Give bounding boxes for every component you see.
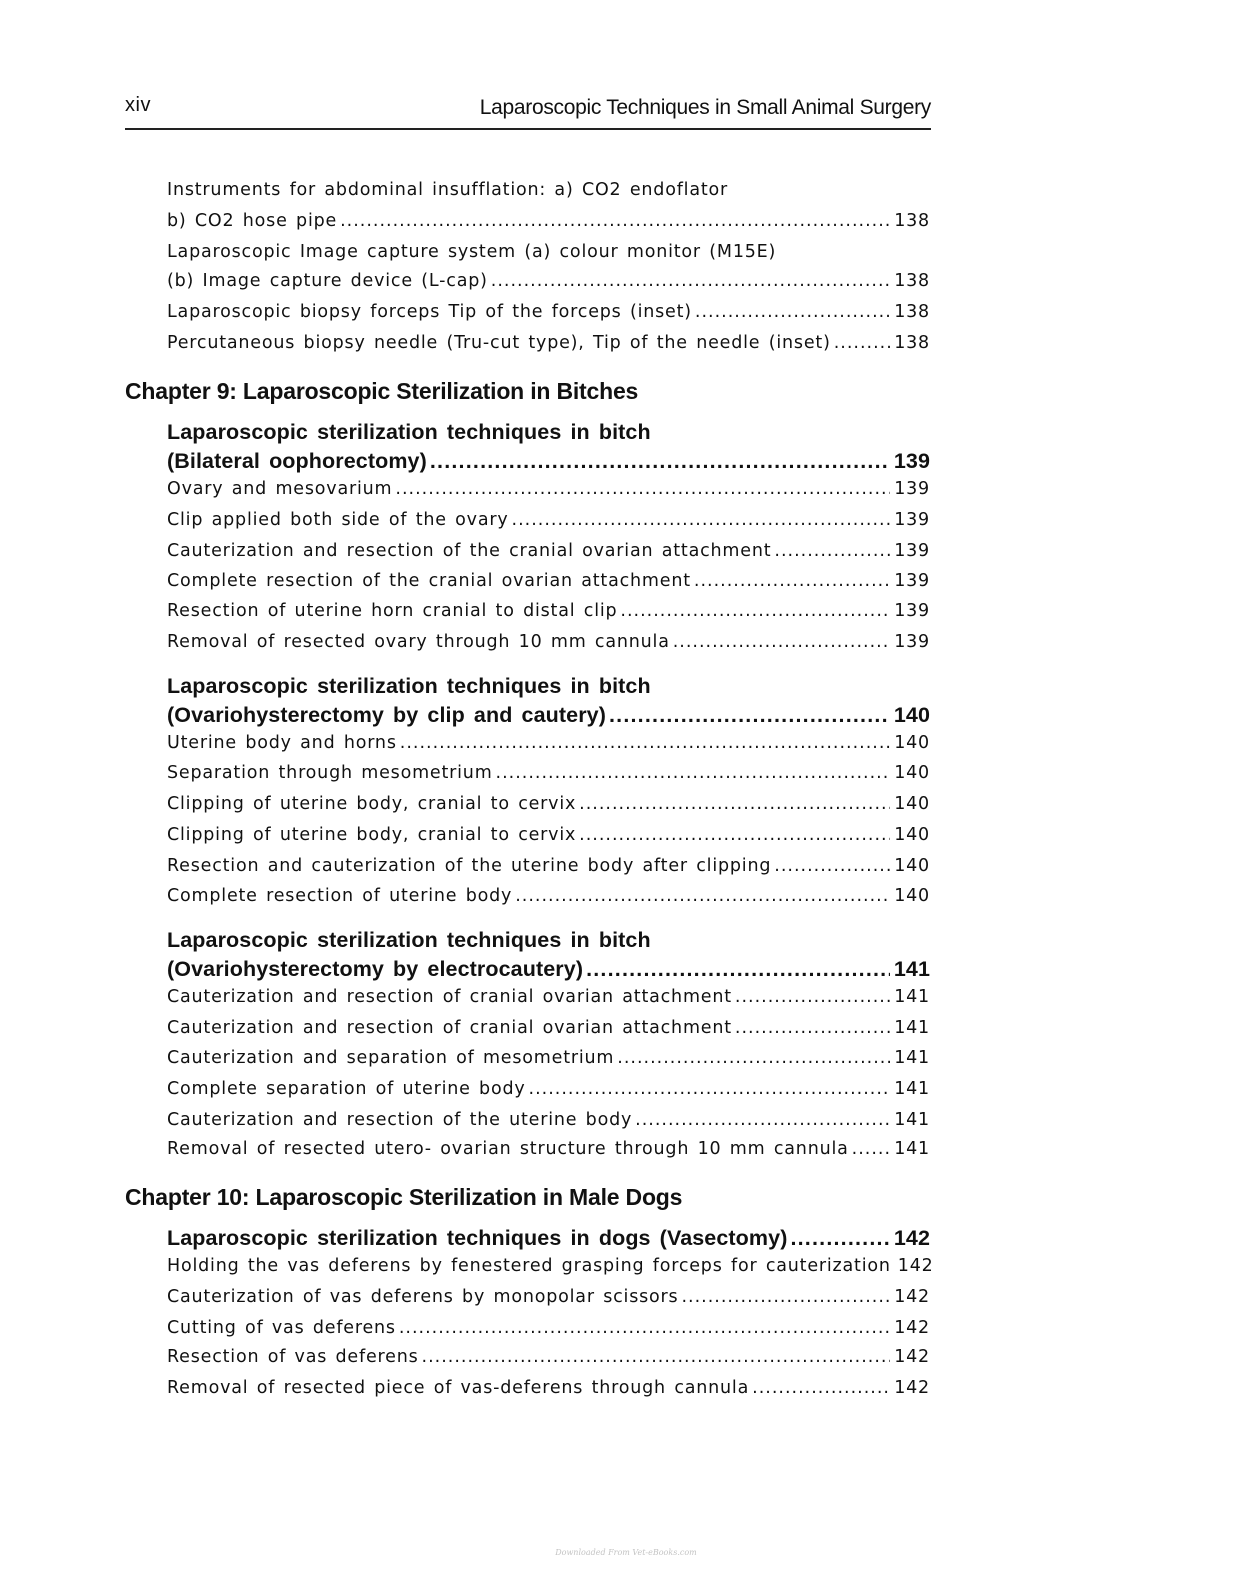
toc-item — [167, 1318, 930, 1338]
toc-item — [167, 1079, 930, 1099]
toc-item-page: 142 — [894, 1378, 930, 1398]
toc-item-label: (b) Image capture device (L-cap) — [167, 271, 488, 291]
toc-item — [167, 479, 930, 499]
dot-leader — [496, 763, 891, 783]
toc-item — [167, 1378, 930, 1398]
toc-item — [167, 510, 930, 530]
dot-leader — [515, 886, 890, 906]
toc-item-page: 141 — [894, 1110, 930, 1130]
toc-item-page: 139 — [894, 571, 930, 591]
dot-leader — [586, 957, 890, 982]
toc-item-page: 140 — [894, 856, 930, 876]
toc-item-label: Complete resection of the cranial ovarian attachment — [167, 571, 691, 591]
dot-leader — [340, 211, 890, 231]
toc-item — [167, 1256, 934, 1276]
section-heading — [167, 1226, 930, 1251]
toc-item — [167, 1110, 930, 1130]
dot-leader — [752, 1378, 890, 1398]
toc-item-page: 142 — [894, 1347, 930, 1367]
dot-leader — [774, 856, 890, 876]
toc-item-page: 141 — [894, 1139, 930, 1159]
toc-item-line — [167, 180, 728, 200]
toc-item — [167, 571, 930, 591]
dot-leader — [400, 733, 890, 753]
toc-item-page: 139 — [894, 510, 930, 530]
toc-item-label: Instruments for abdominal insufflation: a) CO2 endoflator — [167, 180, 729, 200]
toc-item-label: Percutaneous biopsy needle (Tru-cut type), Tip of the needle (inset) — [167, 333, 831, 353]
dot-leader — [422, 1347, 891, 1367]
toc-item-page: 140 — [894, 825, 930, 845]
toc-item-page: 140 — [894, 733, 930, 753]
toc-item-label: Cauterization and separation of mesometrium — [167, 1048, 615, 1068]
toc-item-page: 138 — [894, 302, 930, 322]
page-header — [125, 92, 931, 130]
toc-item — [167, 794, 930, 814]
toc-item — [167, 987, 930, 1007]
toc-item-page: 142 — [897, 1256, 934, 1276]
toc-item-page: 139 — [894, 541, 930, 561]
section-heading-label: Laparoscopic sterilization techniques in bitch — [167, 420, 651, 444]
section-heading-label: (Ovariohysterectomy by clip and cautery) — [167, 703, 606, 727]
toc-item-page: 140 — [894, 794, 930, 814]
toc-item-label: Complete resection of uterine body — [167, 886, 513, 906]
toc-item-label: b) CO2 hose pipe — [167, 211, 338, 231]
dot-leader — [617, 1048, 890, 1068]
toc-item-page: 138 — [894, 211, 930, 231]
dot-leader — [579, 825, 890, 845]
toc-item-page: 141 — [894, 1048, 930, 1068]
toc-item — [167, 1347, 930, 1367]
dot-leader — [834, 333, 890, 353]
toc-item-label: Resection and cauterization of the uterine body after clipping — [167, 856, 772, 876]
toc-item — [167, 271, 930, 291]
section-page: 140 — [893, 703, 930, 727]
section-page: 142 — [893, 1226, 930, 1250]
toc-item — [167, 302, 930, 322]
toc-item — [167, 733, 930, 753]
dot-leader — [512, 510, 891, 530]
toc-item — [167, 211, 930, 231]
dot-leader — [395, 479, 890, 499]
toc-item-label: Clipping of uterine body, cranial to cervix — [167, 825, 577, 845]
toc-item-label: Cauterization of vas deferens by monopolar scissors — [167, 1287, 679, 1307]
toc-item-page: 141 — [894, 1018, 930, 1038]
section-heading — [167, 957, 930, 982]
section-heading-label: Laparoscopic sterilization techniques in bitch — [167, 674, 651, 698]
toc-item — [167, 601, 930, 621]
toc-item — [167, 825, 930, 845]
toc-item-page: 139 — [894, 601, 930, 621]
dot-leader — [491, 271, 890, 291]
toc-item-page: 142 — [894, 1287, 930, 1307]
toc-item-label: Separation through mesometrium — [167, 763, 493, 783]
toc-item-page: 141 — [894, 987, 930, 1007]
section-heading — [167, 449, 930, 474]
section-heading — [167, 703, 930, 728]
toc-item-label: Ovary and mesovarium — [167, 479, 393, 499]
dot-leader — [695, 302, 890, 322]
dot-leader — [609, 703, 890, 728]
toc-item-label: Removal of resected piece of vas-deferens through cannula — [167, 1378, 750, 1398]
toc-item — [167, 1018, 930, 1038]
running-title: Laparoscopic Techniques in Small Animal Surgery — [479, 96, 931, 119]
toc-item-label: Uterine body and horns — [167, 733, 397, 753]
chapter-heading: Chapter 9: Laparoscopic Sterilization in Bitches — [125, 378, 639, 404]
toc-item — [167, 1287, 930, 1307]
toc-item-label: Laparoscopic biopsy forceps Tip of the forceps (inset) — [167, 302, 692, 322]
toc-item-page: 140 — [894, 763, 930, 783]
dot-leader — [579, 794, 890, 814]
section-heading-label: Laparoscopic sterilization techniques in dogs (Vasectomy) — [167, 1226, 788, 1250]
dot-leader — [529, 1079, 891, 1099]
dot-leader — [694, 571, 890, 591]
toc-item-page: 140 — [894, 886, 930, 906]
toc-item — [167, 1139, 930, 1159]
toc-item-label: Clipping of uterine body, cranial to cervix — [167, 794, 577, 814]
dot-leader — [774, 541, 890, 561]
toc-item-page: 138 — [894, 271, 930, 291]
toc-item-page: 138 — [894, 333, 930, 353]
dot-leader — [620, 601, 890, 621]
dot-leader — [399, 1318, 890, 1338]
toc-item-label: Removal of resected utero- ovarian structure through 10 mm cannula — [167, 1139, 849, 1159]
toc-item-label: Holding the vas deferens by fenestered grasping forceps for cauterization — [167, 1256, 891, 1276]
dot-leader — [790, 1226, 889, 1251]
toc-item-label: Cauterization and resection of cranial ovarian attachment — [167, 987, 732, 1007]
toc-item — [167, 856, 930, 876]
toc-item-label: Cutting of vas deferens — [167, 1318, 396, 1338]
toc-item-label: Clip applied both side of the ovary — [167, 510, 509, 530]
dot-leader — [635, 1110, 890, 1130]
toc-item — [167, 541, 930, 561]
chapter-heading: Chapter 10: Laparoscopic Sterilization in Male Dogs — [125, 1184, 683, 1210]
toc-item-label: Cauterization and resection of cranial ovarian attachment — [167, 1018, 732, 1038]
download-watermark: Downloaded From Vet-eBooks.com — [555, 1548, 697, 1557]
dot-leader — [681, 1287, 890, 1307]
dot-leader — [735, 1018, 890, 1038]
toc-item-label: Cauterization and resection of the cranial ovarian attachment — [167, 541, 772, 561]
toc-item — [167, 632, 930, 652]
section-heading-label: (Bilateral oophorectomy) — [167, 449, 427, 473]
section-heading-line — [167, 674, 651, 699]
toc-item — [167, 763, 930, 783]
dot-leader — [735, 987, 890, 1007]
toc-item-label: Resection of vas deferens — [167, 1347, 419, 1367]
section-heading-label: Laparoscopic sterilization techniques in bitch — [167, 928, 651, 952]
dot-leader — [673, 632, 890, 652]
toc-item-line — [167, 242, 776, 262]
toc-item — [167, 333, 930, 353]
dot-leader — [852, 1139, 891, 1159]
section-heading-line — [167, 420, 651, 445]
toc-item-page: 139 — [894, 479, 930, 499]
section-page: 139 — [893, 449, 930, 473]
toc-item-label: Cauterization and resection of the uterine body — [167, 1110, 633, 1130]
toc-item — [167, 1048, 930, 1068]
toc-item-page: 139 — [894, 632, 930, 652]
toc-item-label: Complete separation of uterine body — [167, 1079, 526, 1099]
toc-item-page: 141 — [894, 1079, 930, 1099]
dot-leader — [430, 449, 890, 474]
toc-item-label: Laparoscopic Image capture system (a) colour monitor (M15E) — [167, 242, 777, 262]
toc-item-label: Removal of resected ovary through 10 mm cannula — [167, 632, 670, 652]
section-page: 141 — [893, 957, 930, 981]
section-heading-line — [167, 928, 651, 953]
page-number: xiv — [125, 94, 151, 116]
toc-item-label: Resection of uterine horn cranial to distal clip — [167, 601, 618, 621]
toc-item — [167, 886, 930, 906]
toc-item-page: 142 — [894, 1318, 930, 1338]
section-heading-label: (Ovariohysterectomy by electrocautery) — [167, 957, 584, 981]
